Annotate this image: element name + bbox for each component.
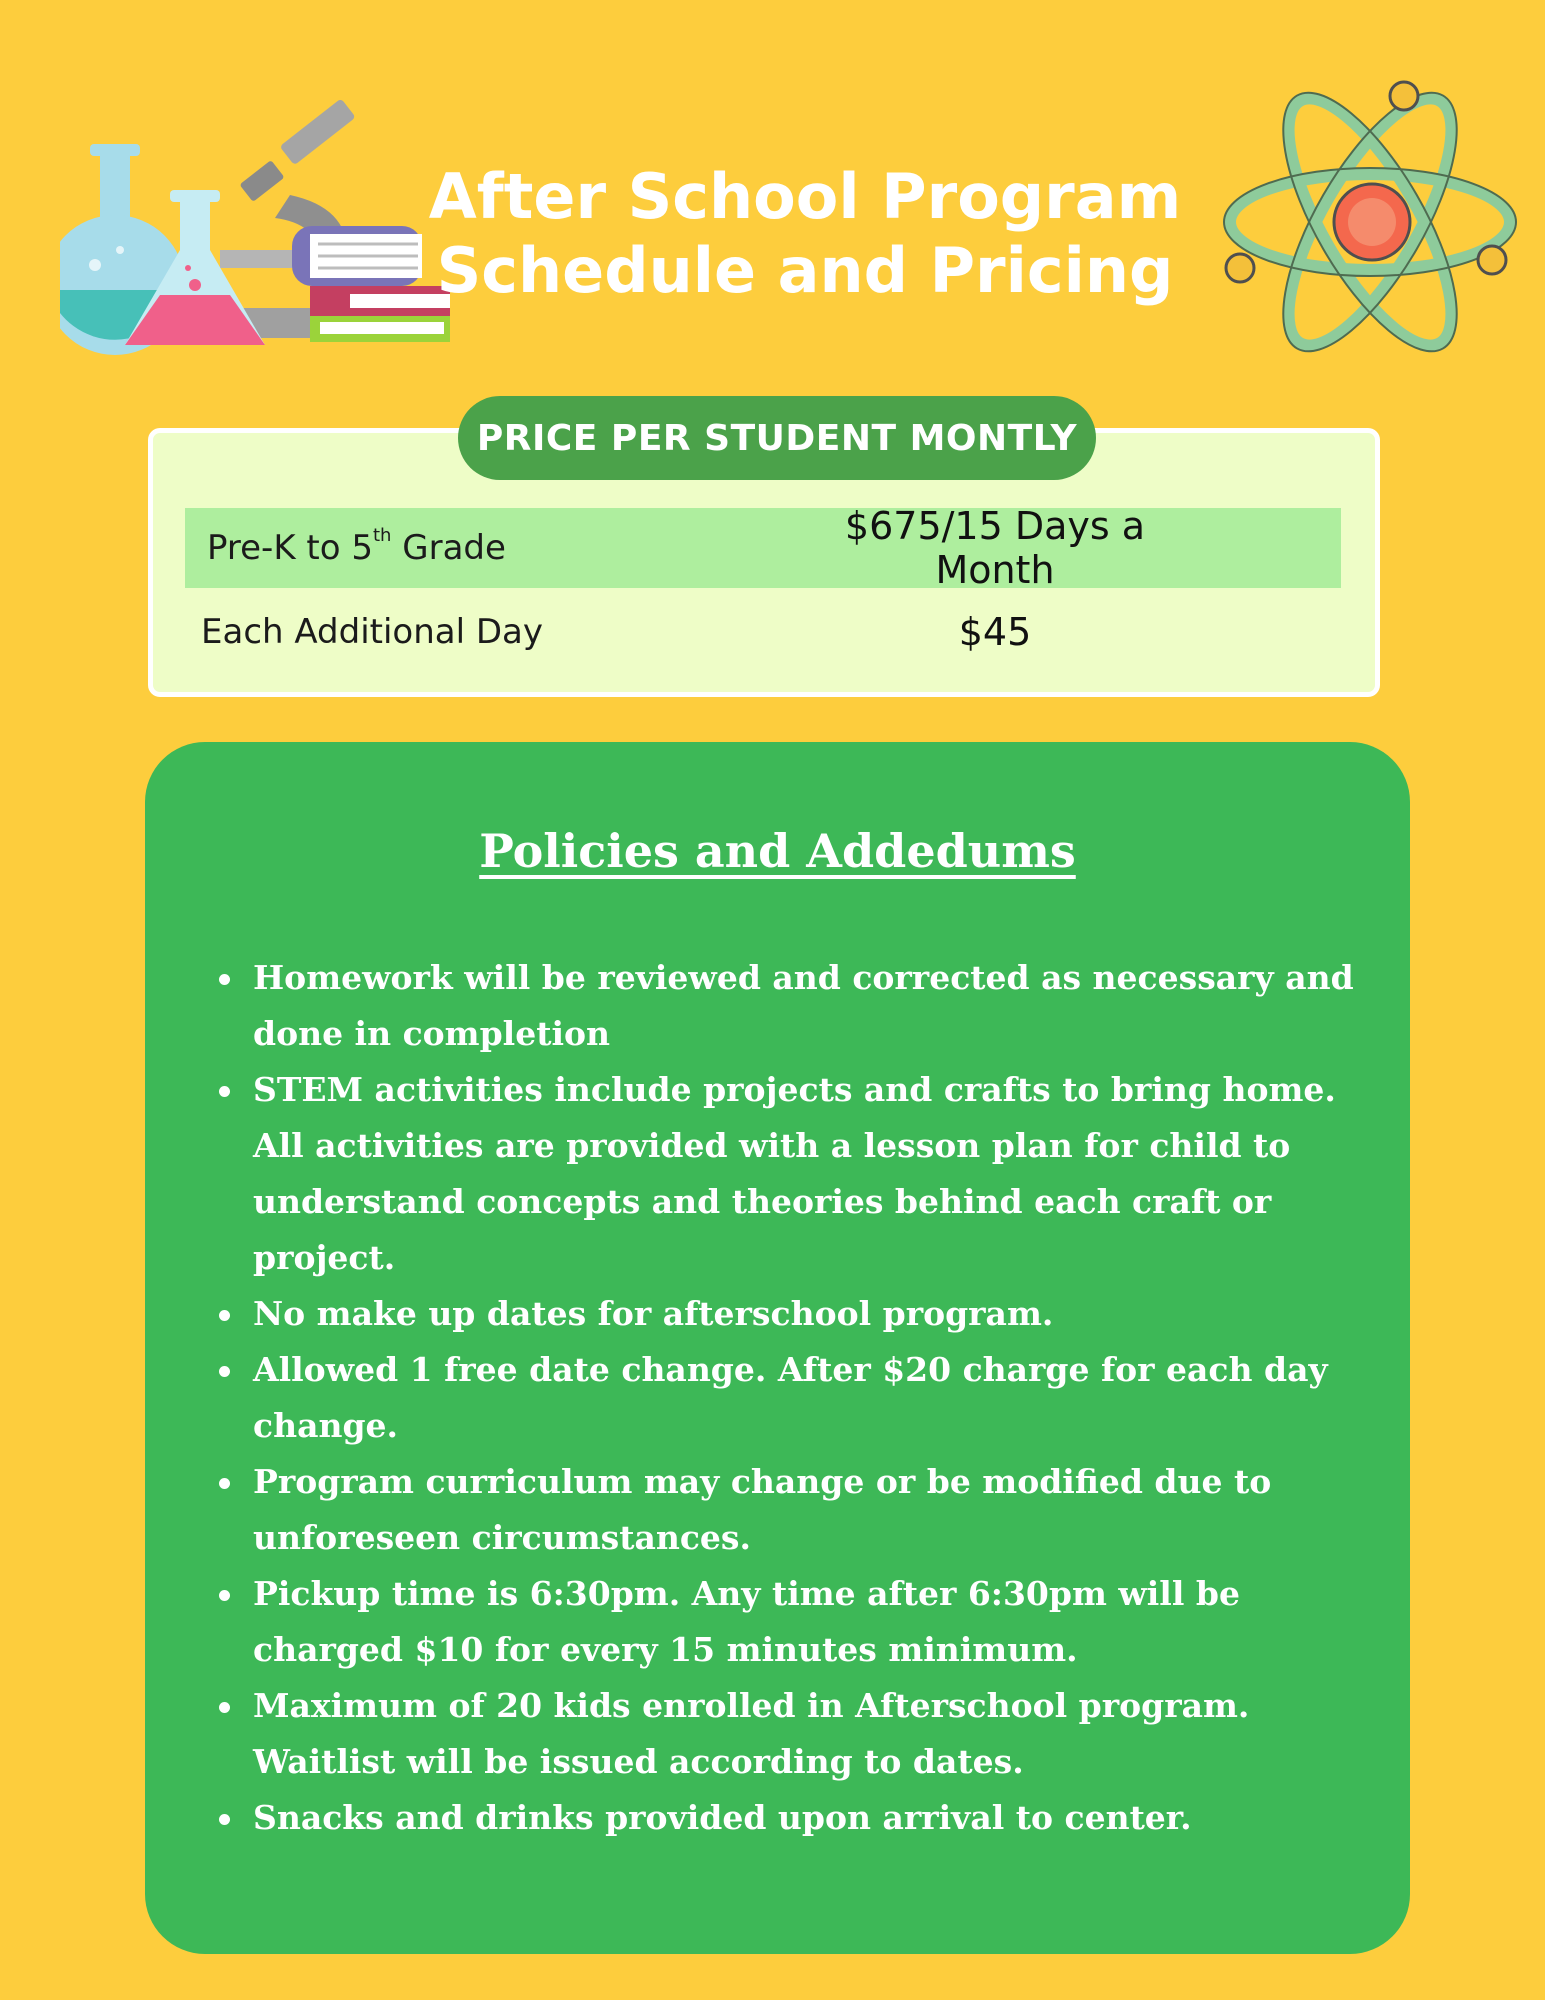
policies-panel [145,742,1410,1954]
price-row [185,592,1341,672]
price-row-label: Pre-K to 5th Grade [207,525,506,568]
list-item: Allowed 1 free date change. After $20 charge for each day change. [215,1342,1365,1454]
policies-title: Policies and Addedums [479,824,1076,878]
list-item: Maximum of 20 kids enrolled in Afterschool program. Waitlist will be issued according to dates. [215,1678,1365,1790]
list-item: Program curriculum may change or be modified due to unforeseen circumstances. [215,1454,1365,1566]
price-row-label: Each Additional Day [201,612,543,652]
list-item: Homework will be reviewed and corrected as necessary and done in completion [215,950,1365,1062]
price-row [185,504,1341,592]
list-item: Pickup time is 6:30pm. Any time after 6:30pm will be charged $10 for every 15 minutes minimum. [215,1566,1365,1678]
page-title [420,160,1190,308]
science-lab-icon [60,100,460,360]
title-line-2: Schedule and Pricing [436,234,1174,307]
price-heading: PRICE PER STUDENT MONTLY [458,396,1096,480]
price-row-value: $675/15 Days a Month [844,504,1146,592]
list-item: STEM activities include projects and crafts to bring home. All activities are provided with a lesson plan for child to understand concepts and theories behind each craft or project. [215,1062,1365,1286]
policies-list [215,950,1365,1846]
list-item: No make up dates for afterschool program. [215,1286,1365,1342]
price-row-value: $45 [958,610,1032,654]
atom-icon [1220,50,1520,395]
title-line-1: After School Program [428,160,1182,233]
list-item: Snacks and drinks provided upon arrival to center. [215,1790,1365,1846]
